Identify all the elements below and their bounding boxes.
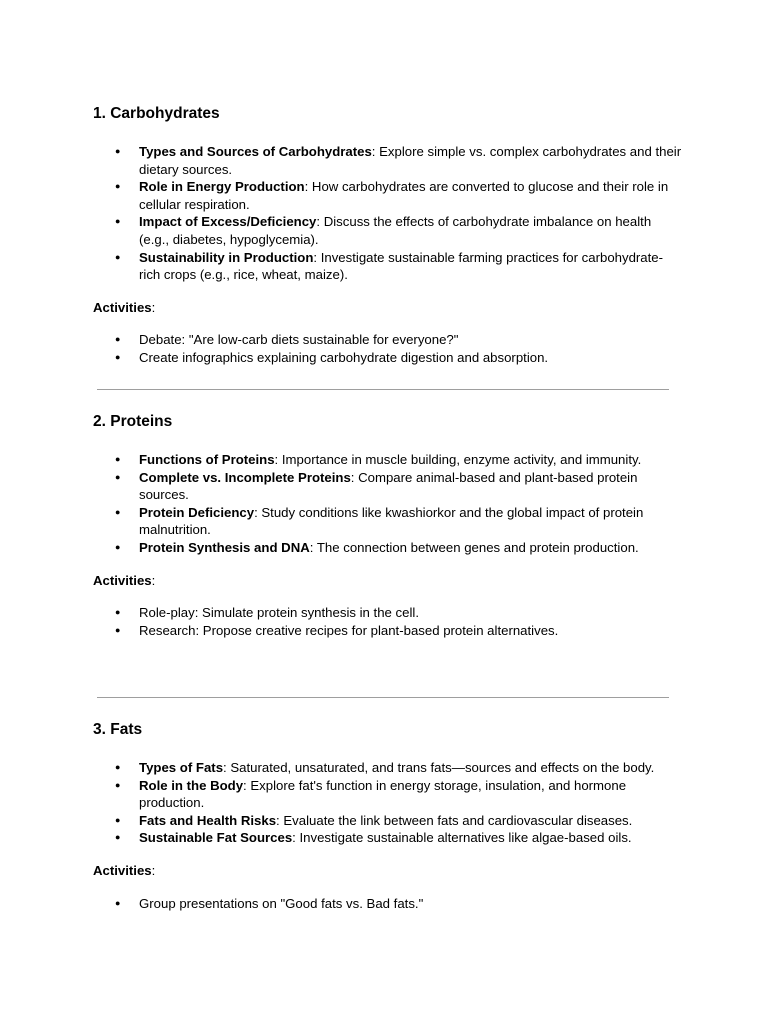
topic-term: Types of Fats xyxy=(139,760,224,775)
topic-term: Sustainable Fat Sources xyxy=(139,830,293,846)
topic-text: : How carbohydrates are converted to glucose and their role in cellular respiration. xyxy=(139,179,669,212)
topic-text: : Saturated, unsaturated, and trans fats—sources and effects on the body. xyxy=(223,760,655,775)
topic-term: Role in the Body xyxy=(139,777,244,793)
list-item xyxy=(93,178,683,213)
topic-term: Impact of Excess/Deficiency xyxy=(139,214,317,230)
topic-text: : Discuss the effects of carbohydrate imbalance on health (e.g., diabetes, hypoglycemia). xyxy=(139,214,652,247)
list-item xyxy=(93,539,683,557)
topic-text: : Explore simple vs. complex carbohydrates and their dietary sources. xyxy=(139,144,682,177)
topic-text: : Investigate sustainable alternatives like algae-based oils. xyxy=(292,830,632,846)
topic-term: Fats and Health Risks xyxy=(139,812,277,828)
topic-text: : Explore fat's function in energy storage, insulation, and hormone production. xyxy=(139,777,627,811)
topic-list xyxy=(93,451,683,557)
list-item xyxy=(93,759,683,777)
section-heading: 2. Proteins xyxy=(93,413,173,430)
horizontal-divider xyxy=(97,389,669,390)
list-item xyxy=(93,469,683,504)
list-item: ● Research: Propose creative recipes for plant-based protein alternatives. xyxy=(93,622,683,640)
list-item: ● Debate: "Are low-carb diets sustainable for everyone?" xyxy=(93,331,683,349)
topic-text: : Importance in muscle building, enzyme activity, and immunity. xyxy=(274,452,642,467)
section-heading: 1. Carbohydrates xyxy=(93,105,220,122)
list-item xyxy=(93,777,683,812)
topic-term: Protein Synthesis and DNA xyxy=(139,539,310,555)
section-heading: 3. Fats xyxy=(93,721,143,738)
topic-text: : Investigate sustainable farming practices for carbohydrate-rich crops (e.g., rice, wheat, maize). xyxy=(139,249,664,283)
topic-term: Protein Deficiency xyxy=(139,504,255,520)
topic-term: Functions of Proteins xyxy=(139,452,275,467)
topic-term: Sustainability in Production xyxy=(139,249,314,265)
topic-text: : The connection between genes and protein production. xyxy=(309,539,639,555)
list-item: ● Group presentations on "Good fats vs. Bad fats." xyxy=(93,895,683,913)
activities-label: Activities: xyxy=(93,862,156,878)
topic-term: Types and Sources of Carbohydrates xyxy=(139,144,372,159)
activities-label: Activities: xyxy=(93,572,156,588)
activity-list xyxy=(93,604,683,639)
activity-list xyxy=(93,331,683,366)
topic-term: Role in Energy Production xyxy=(139,179,305,195)
topic-text: : Evaluate the link between fats and cardiovascular diseases. xyxy=(276,812,633,828)
list-item xyxy=(93,213,683,248)
horizontal-divider xyxy=(97,697,669,698)
list-item xyxy=(93,829,683,847)
list-item xyxy=(93,451,683,469)
topic-list xyxy=(93,143,683,284)
list-item xyxy=(93,812,683,830)
activities-label: Activities: xyxy=(93,299,156,315)
list-item xyxy=(93,504,683,539)
list-item xyxy=(93,249,683,284)
list-item xyxy=(93,143,683,178)
section-fats xyxy=(93,720,683,912)
list-item: ● Create infographics explaining carbohydrate digestion and absorption. xyxy=(93,349,683,367)
activity-list xyxy=(93,895,683,913)
topic-list xyxy=(93,759,683,847)
topic-term: Complete vs. Incomplete Proteins xyxy=(139,469,351,485)
topic-text: : Compare animal-based and plant-based protein sources. xyxy=(139,469,638,503)
section-proteins xyxy=(93,412,683,639)
list-item: ● Role-play: Simulate protein synthesis in the cell. xyxy=(93,604,683,622)
topic-text: : Study conditions like kwashiorkor and the global impact of protein malnutrition. xyxy=(139,504,644,538)
section-carbohydrates xyxy=(93,104,683,367)
